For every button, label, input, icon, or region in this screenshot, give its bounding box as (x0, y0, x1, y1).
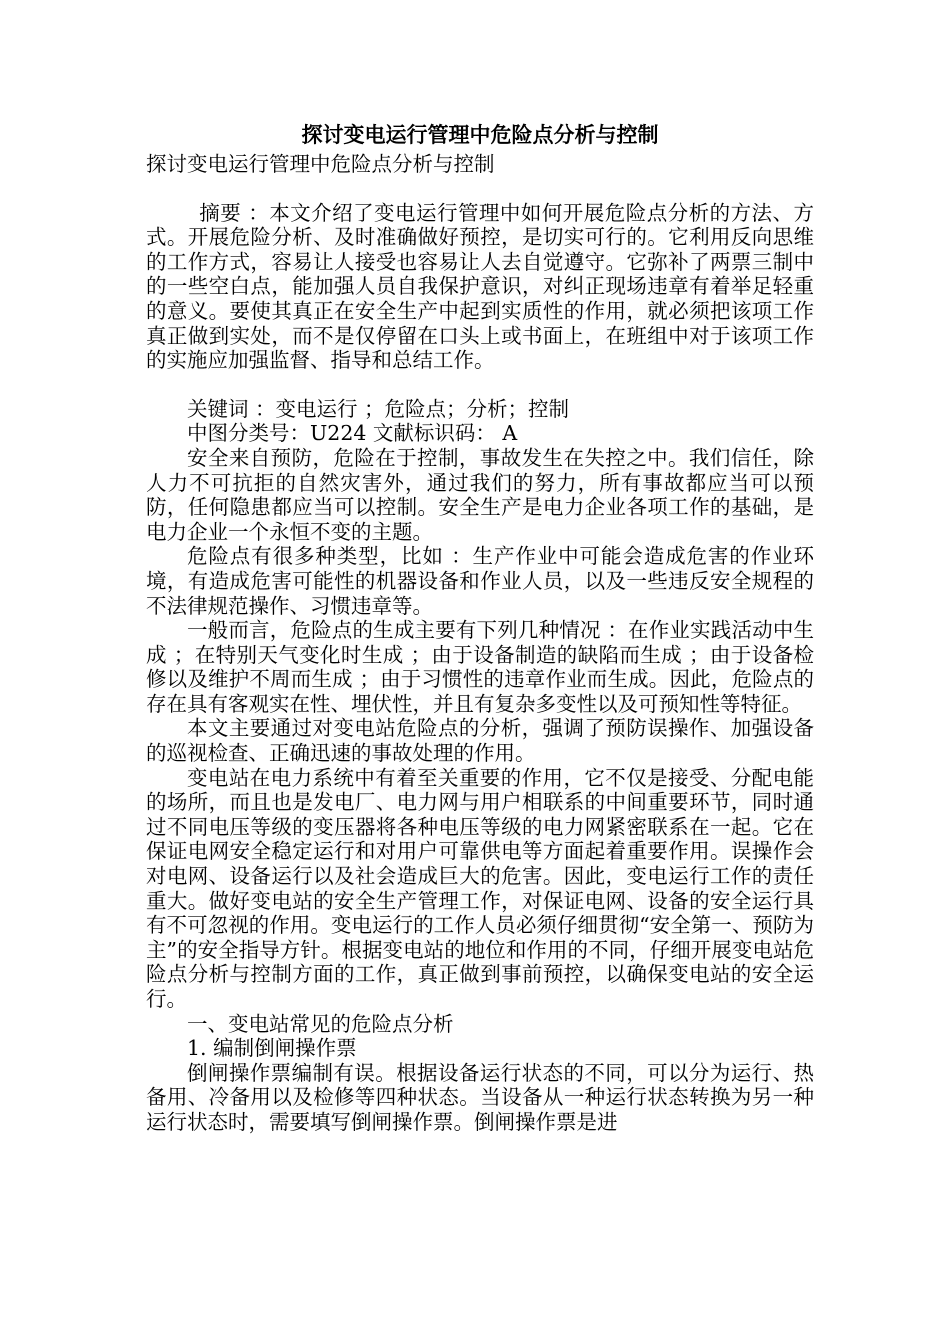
document-subtitle: 探讨变电运行管理中危险点分析与控制 (146, 152, 495, 176)
document-title: 探讨变电运行管理中危险点分析与控制 (301, 123, 659, 147)
section-heading: 一、变电站常见的危险点分析 (187, 1011, 454, 1036)
body-paragraph: 本文主要通过对变电站危险点的分析，强调了预防误操作、加强设备的巡视检查、正确迅速的事故处理的作用。 (146, 716, 814, 766)
keywords-line: 关键词 ：变电运行 ；危险点；分析；控制 (187, 396, 570, 421)
document-page (146, 118, 814, 1135)
body-paragraph: 倒闸操作票编制有误。根据设备运行状态的不同，可以分为运行、热备用、冷备用以及检修等四种状态。当设备从一种运行状态转换为另一种运行状态时，需要填写倒闸操作票。倒闸操作票是进 (146, 1060, 814, 1134)
abstract-paragraph: 摘要 ：本文介绍了变电运行管理中如何开展危险点分析的方法、方式。开展危险分析、及时准确做好预控，是切实可行的。它利用反向思维的工作方式，容易让人接受也容易让人去自觉遵守。它弥补了两票三制中的一些空白点，能加强人员自我保护意识，对纠正现场违章有着举足轻重的意义。要使其真正在安全生产中起到实质性的作用，就必须把该项工作真正做到实处，而不是仅停留在口头上或书面上，在班组中对于该项工作的实施应加强监督、指导和总结工作。 (146, 200, 814, 373)
body-paragraph: 安全来自预防，危险在于控制，事故发生在失控之中。我们信任，除人力不可抗拒的自然灾害外，通过我们的努力，所有事故都应当可以预防，任何隐患都应当可以控制。安全生产是电力企业各项工作的基础，是电力企业一个永恒不变的主题。 (146, 445, 814, 544)
body-paragraph: 变电站在电力系统中有着至关重要的作用，它不仅是接受、分配电能的场所，而且也是发电厂、电力网与用户相联系的中间重要环节，同时通过不同电压等级的变压器将各种电压等级的电力网紧密联系在一起。它在保证电网安全稳定运行和对用户可靠供电等方面起着重要作用。误操作会对电网、设备运行以及社会造成巨大的危害。因此，变电运行工作的责任重大。做好变电站的安全生产管理工作，对保证电网、设备的安全运行具有不可忽视的作用。变电运行的工作人员必须仔细贯彻“安全第一、预防为主”的安全指导方针。根据变电站的地位和作用的不同，仔细开展变电站危险点分析与控制方面的工作，真正做到事前预控，以确保变电站的安全运行。 (146, 765, 814, 1011)
body-paragraph: 一般而言，危险点的生成主要有下列几种情况 ：在作业实践活动中生成 ；在特别天气变化时生成 ；由于设备制造的缺陷而生成 ；由于设备检修以及维护不周而生成 ；由于习惯性的违章作业而生成。因此，危险点的存在具有客观实在性、埋伏性，并且有复杂多变性以及可预知性等特征。 (146, 618, 814, 716)
classification-line: 中图分类号：U224 文献标识码： A (187, 421, 518, 446)
body-paragraph: 危险点有很多种类型，比如 ：生产作业中可能会造成危害的作业环境，有造成危害可能性的机器设备和作业人员，以及一些违反安全规程的不法律规范操作、习惯违章等。 (146, 544, 814, 618)
subsection-heading: 1. 编制倒闸操作票 (187, 1036, 357, 1061)
